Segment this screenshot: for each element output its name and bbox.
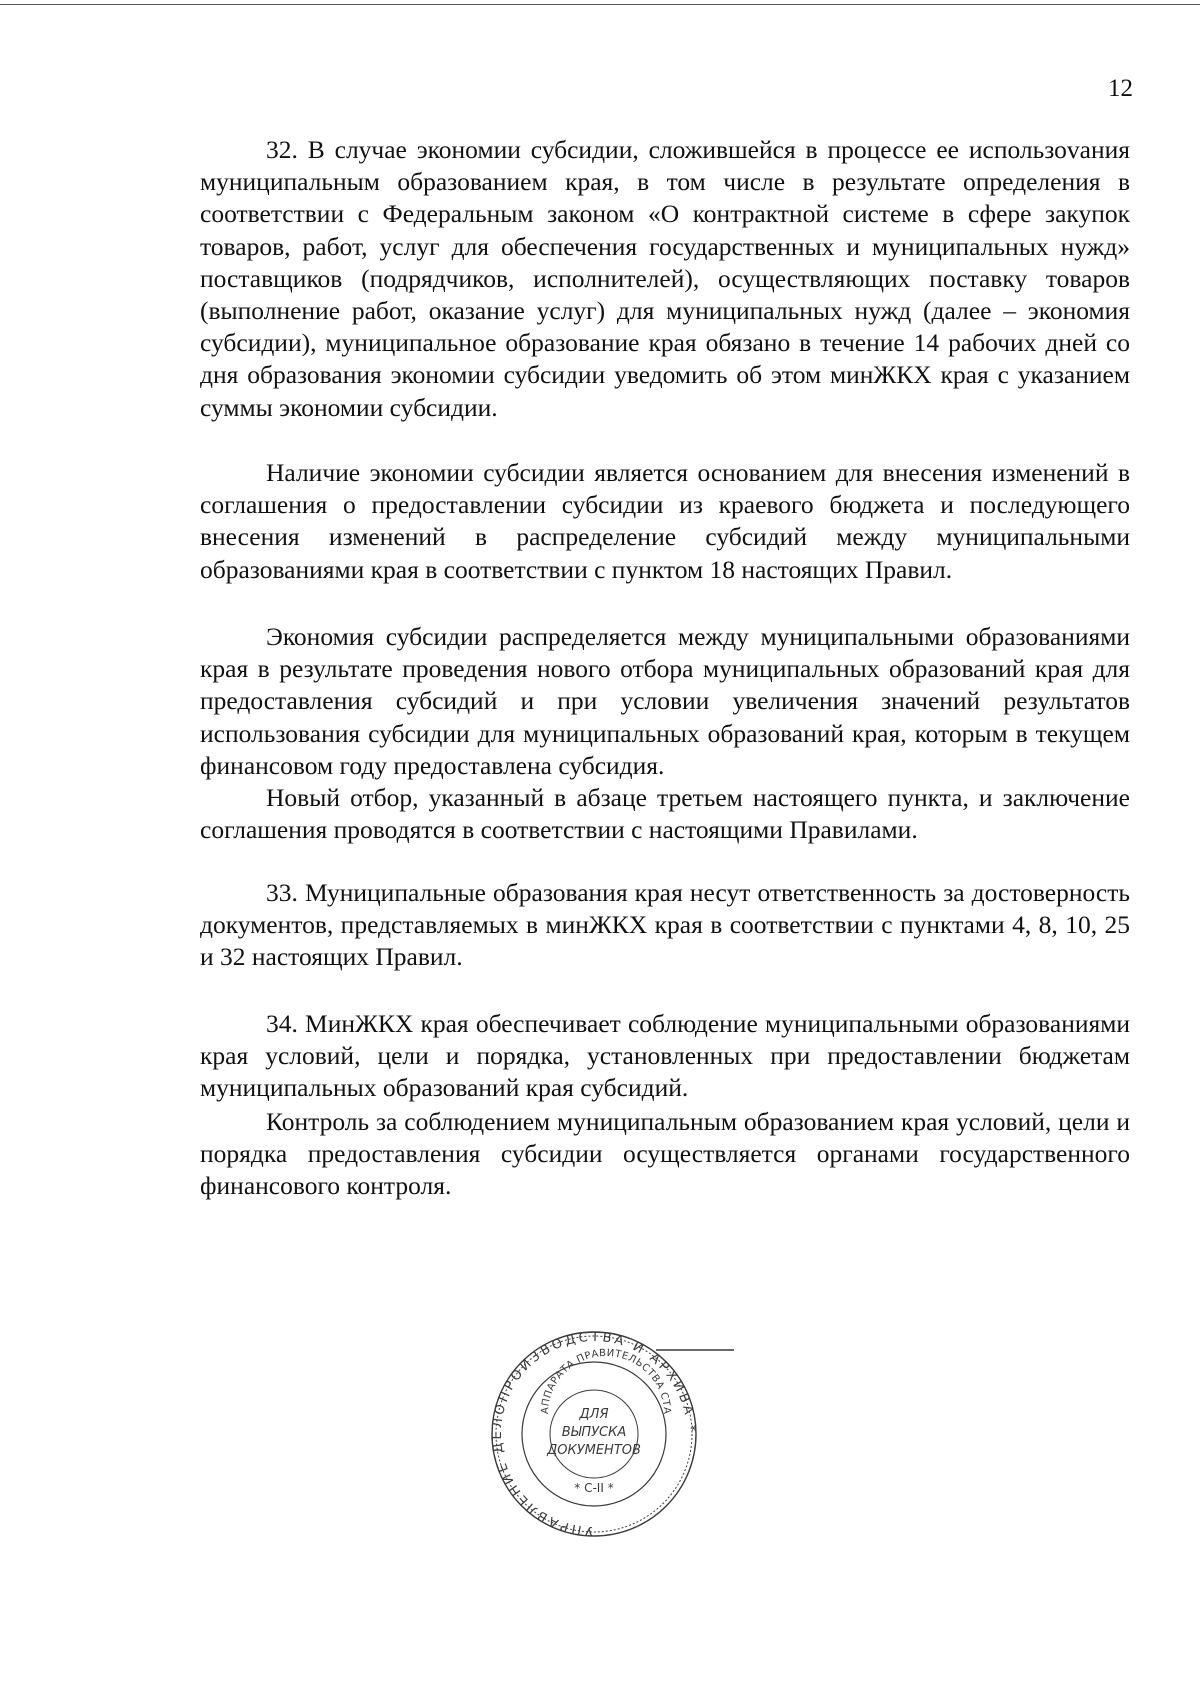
paragraph-32-new-selection: Новый отбор, указанный в абзаце третьем настоящего пункта, и заключение соглашения проводятся в соответствии с настоящими Правилами. <box>200 783 1130 845</box>
stamp-center-line-1: ДЛЯ <box>579 1407 609 1422</box>
paragraph-33-responsibility: 33. Муниципальные образования края несут ответственность за достоверность документов, представляемых в минЖКХ края в соответствии с пунктами 4, 8, 10, 25 и 32 настоящих Правил. <box>200 878 1130 972</box>
paragraph-34-compliance: 34. МинЖКХ края обеспечивает соблюдение муниципальными образованиями края условий, цели и порядка, установленных при предоставлении бюджетам муниципальных образований края субсидий. <box>200 1009 1130 1103</box>
stamp-inner-ring-text: АППАРАТА ПРАВИТЕЛЬСТВА СТАВРОПОЛЬСКОГО КРАЯ <box>483 1294 673 1415</box>
stamp-code: * С-II * <box>574 1481 614 1495</box>
official-round-stamp <box>483 1294 758 1540</box>
paragraph-32-savings-basis: Наличие экономии субсидии является основанием для внесения изменений в соглашения о предоставлении субсидии из краевого бюджета и последующего внесения изменений в распределение субсидий между муниципальными образованиями края в соответствии с пунктом 18 настоящих Правил. <box>200 458 1130 584</box>
paragraph-32-savings-distribution: Экономия субсидии распределяется между муниципальными образованиями края в результате проведения нового отбора муниципальных образований края для предоставления субсидий и при условии увеличения значений результатов использования субсидии для муниципальных образований края, которым в текущем финансовом году предоставлена субсидия. <box>200 622 1130 780</box>
stamp-outer-ring-text: УПРАВЛЕНИЕ ДЕЛОПРОИЗВОДСТВА И АРХИВА * <box>489 1329 699 1539</box>
stamp-center-line-2: ВЫПУСКА <box>561 1425 627 1440</box>
paragraph-32-main: 32. В случае экономии субсидии, сложившейся в процессе ее использоvания муниципальным образованием края, в том числе в результате определения в соответствии с Федеральным законом «О контрактной системе в сфере закупок товаров, работ, услуг для обеспечения государственных и муниципальных нужд» поставщиков (подрядчиков, исполнителей), осуществляющих поставку товаров (выполнение работ, оказание услуг) для муниципальных нужд (далее – экономия субсидии), муниципальное образование края обязано в течение 14 рабочих дней со дня образования экономии субсидии уведомить об этом минЖКХ края с указанием суммы экономии субсидии. <box>200 135 1130 422</box>
stamp-center-line-3: ДОКУМЕНТОВ <box>547 1443 641 1458</box>
top-border-line <box>0 4 1200 5</box>
paragraph-34-control: Контроль за соблюдением муниципальным образованием края условий, цели и порядка предоставления субсидии осуществляется органами государственного финансового контроля. <box>200 1107 1130 1201</box>
page-number: 12 <box>1108 75 1133 102</box>
